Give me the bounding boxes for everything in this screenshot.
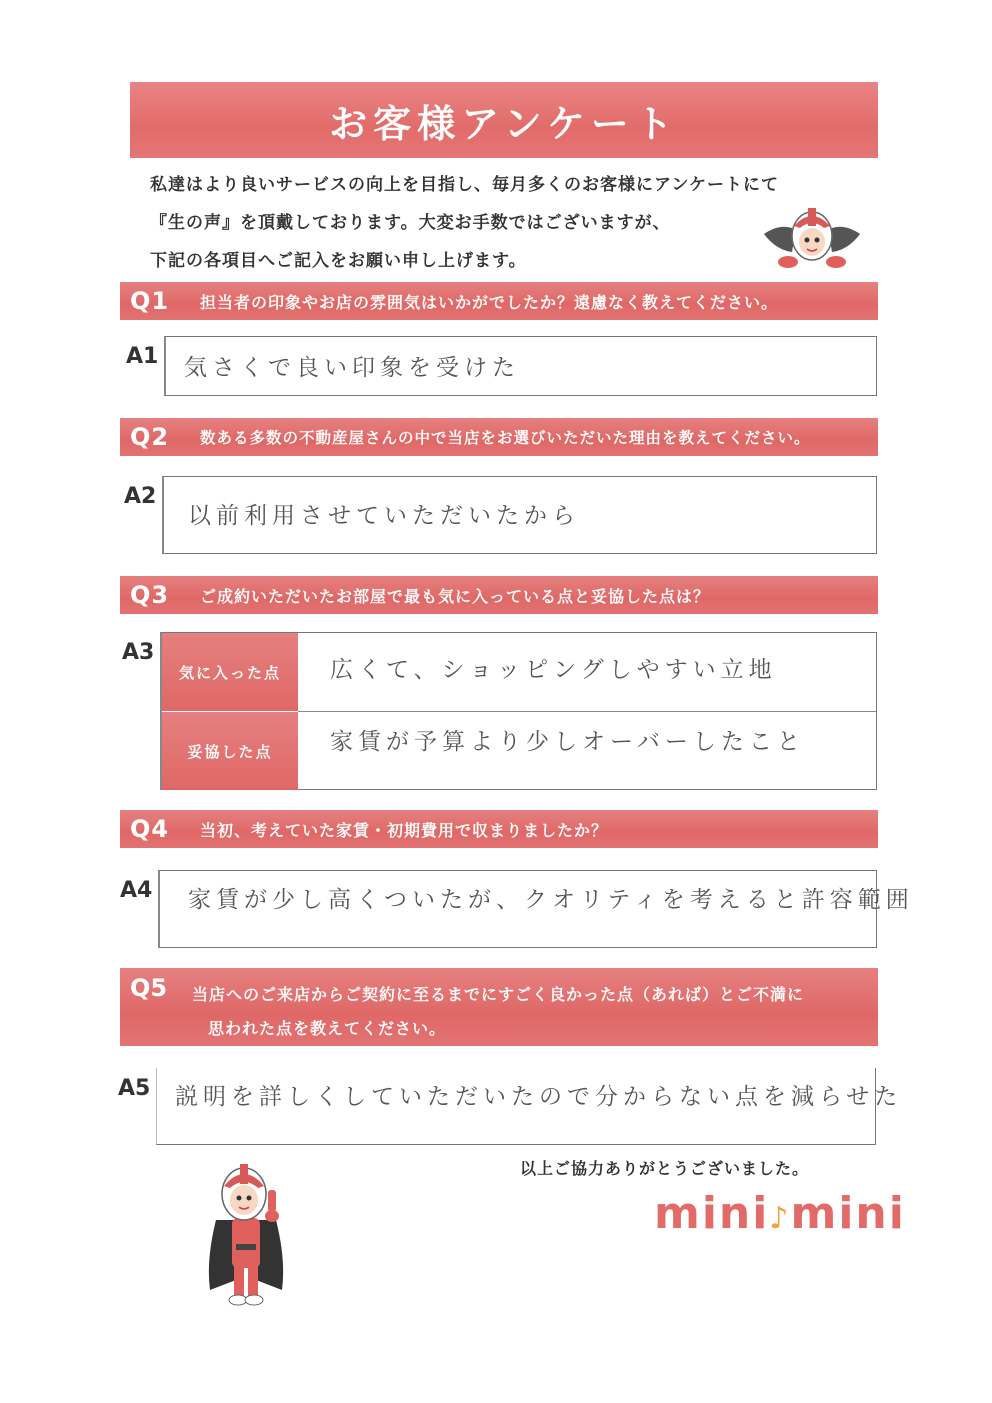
logo-right-text: mini bbox=[790, 1188, 906, 1239]
question-1-label: Q1 bbox=[130, 287, 170, 315]
title-banner bbox=[130, 82, 878, 158]
question-5-text-line-2: 思われた点を教えてください。 bbox=[208, 1019, 447, 1038]
logo-dot-icon: ♪ bbox=[769, 1201, 791, 1236]
mascot-character-icon bbox=[196, 1160, 296, 1310]
answer-4-text: 家賃が少し高くついたが、クオリティを考えると許容範囲 bbox=[188, 887, 914, 913]
answer-1-text: 気さくで良い印象を受けた bbox=[184, 355, 520, 381]
answer-5-box bbox=[156, 1068, 903, 1145]
minimini-logo bbox=[654, 1188, 906, 1239]
answer-3-divider bbox=[298, 711, 876, 712]
question-4-band bbox=[120, 810, 878, 848]
answer-2-text: 以前利用させていただいたから bbox=[188, 503, 580, 529]
answer-3-box bbox=[160, 632, 877, 790]
page-title: お客様アンケート bbox=[329, 101, 679, 146]
answer-4-label: A4 bbox=[120, 878, 153, 903]
question-2-text: 数ある多数の不動産屋さんの中で当店をお選びいただいた理由を教えてください。 bbox=[200, 429, 811, 447]
answer-5-text: 説明を詳しくしていただいたので分からない点を減らせた bbox=[175, 1084, 903, 1110]
question-3-band bbox=[120, 576, 878, 614]
logo-left-text: mini bbox=[654, 1188, 770, 1239]
liked-point-text: 広くて、ショッピングしやすい立地 bbox=[330, 657, 777, 683]
question-2-band bbox=[120, 418, 878, 456]
answer-1-label: A1 bbox=[126, 344, 159, 369]
question-5-band bbox=[120, 968, 878, 1046]
question-3-text: ご成約いただいたお部屋で最も気に入っている点と妥協した点は？ bbox=[200, 586, 711, 606]
question-1-band bbox=[120, 282, 878, 320]
answer-4-box bbox=[158, 870, 914, 948]
compromise-point-label: 妥協した点 bbox=[187, 742, 273, 761]
intro-line-1: 私達はより良いサービスの向上を目指し、毎月多くのお客様にアンケートにて bbox=[150, 175, 779, 195]
question-4-label: Q4 bbox=[130, 815, 170, 843]
answer-5-label: A5 bbox=[118, 1076, 151, 1101]
question-2-label: Q2 bbox=[130, 423, 170, 451]
answer-3-label: A3 bbox=[122, 640, 155, 665]
answer-1-box bbox=[164, 336, 877, 396]
intro-line-2: 『生の声』を頂戴しております。大変お手数ではございますが、 bbox=[150, 213, 671, 233]
answer-2-label: A2 bbox=[124, 484, 157, 509]
question-5-text-line-1: 当店へのご来店からご契約に至るまでにすごく良かった点（あれば）とご不満に bbox=[192, 985, 805, 1004]
question-4-text: 当初、考えていた家賃・初期費用で収まりましたか？ bbox=[200, 820, 609, 840]
answer-2-box bbox=[162, 476, 877, 554]
question-3-label: Q3 bbox=[130, 581, 170, 609]
mascot-head-icon bbox=[762, 204, 862, 270]
compromise-point-header bbox=[162, 711, 298, 790]
question-5-label: Q5 bbox=[130, 974, 168, 1002]
intro-line-3: 下記の各項目へご記入をお願い申し上げます。 bbox=[150, 251, 527, 271]
liked-point-label: 気に入った点 bbox=[178, 663, 281, 682]
question-1-text: 担当者の印象やお店の雰囲気はいかがでしたか？遠慮なく教えてください。 bbox=[200, 292, 779, 312]
liked-point-header bbox=[162, 633, 298, 711]
closing-message: 以上ご協力ありがとうございました。 bbox=[520, 1159, 810, 1178]
compromise-point-text: 家賃が予算より少しオーバーしたこと bbox=[330, 729, 805, 755]
